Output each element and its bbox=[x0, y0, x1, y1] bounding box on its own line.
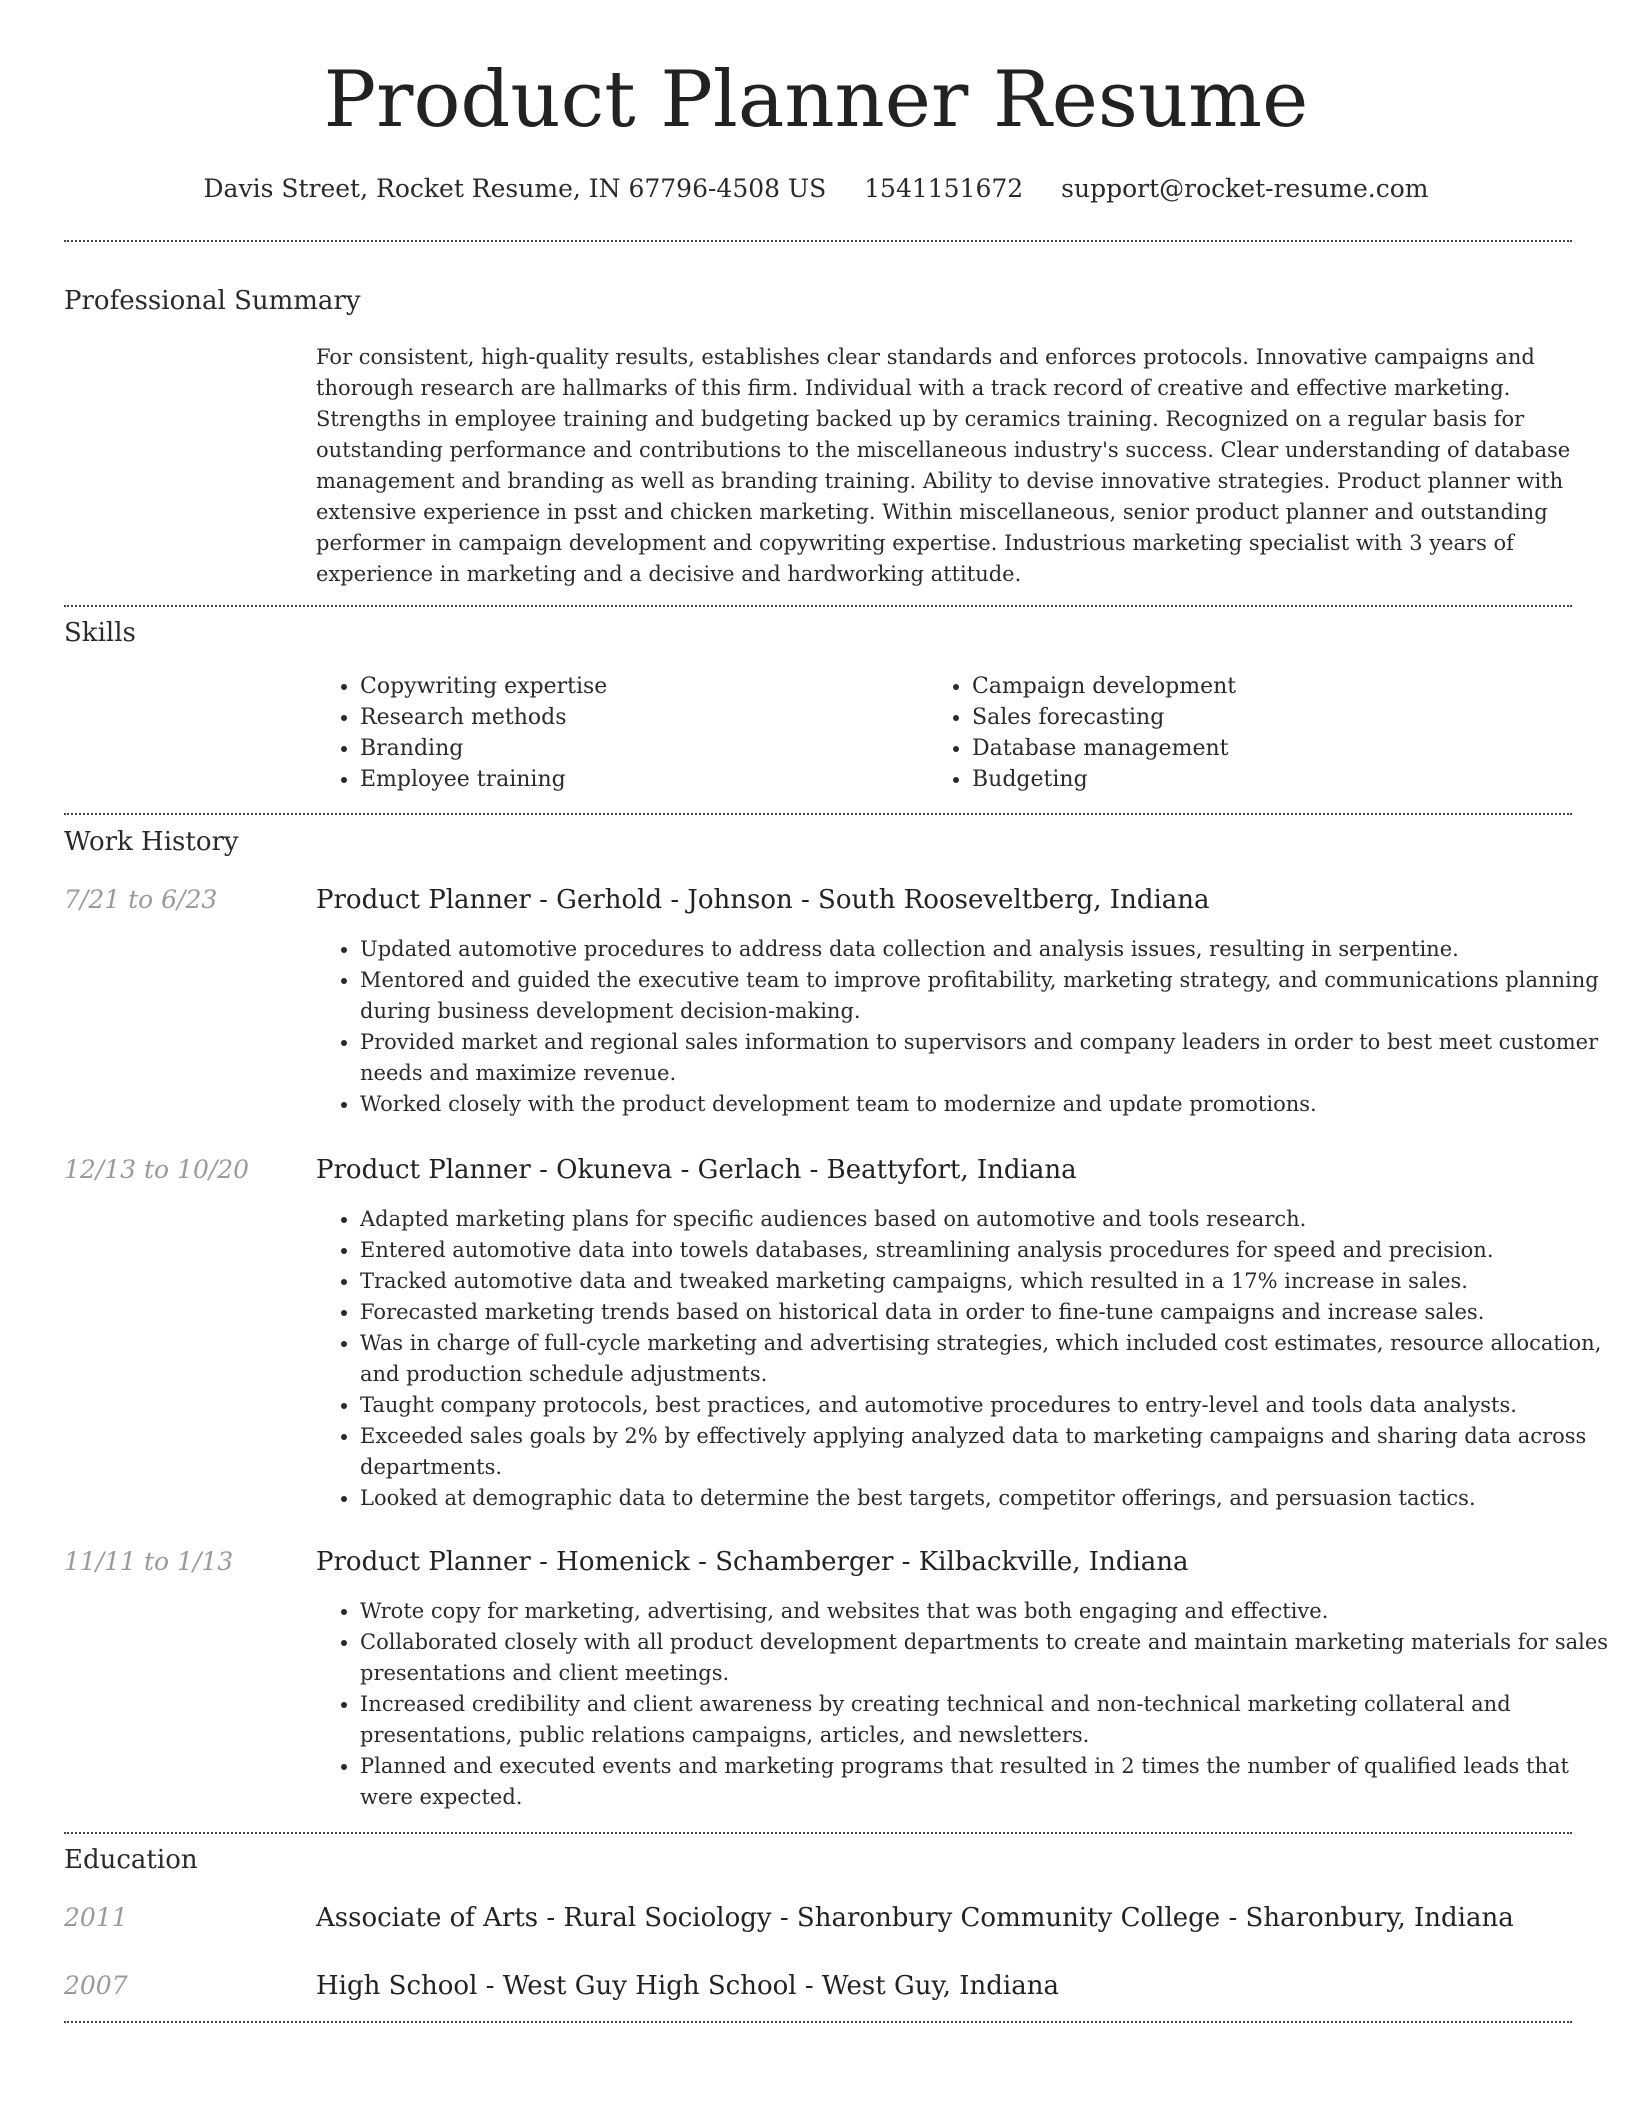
job-bullet: • Taught company protocols, best practices, and automotive procedures to entry-level and tools data analysts. bbox=[360, 1390, 1616, 1421]
job-bullet: • Adapted marketing plans for specific audiences based on automotive and tools research. bbox=[360, 1204, 1616, 1235]
job-bullet: • Was in charge of full-cycle marketing and advertising strategies, which included cost estimates, resource allocation, and production schedule adjustments. bbox=[360, 1328, 1616, 1390]
section-divider bbox=[64, 605, 1572, 607]
contact-phone: 1541151672 bbox=[864, 174, 1024, 203]
job-bullet: • Provided market and regional sales information to supervisors and company leaders in order to best meet customer needs and maximize revenue. bbox=[360, 1027, 1616, 1089]
work-heading: Work History bbox=[64, 827, 239, 857]
job-bullets bbox=[316, 934, 1616, 1120]
contact-address: Davis Street, Rocket Resume, IN 67796-4508 US bbox=[203, 174, 827, 203]
section-divider bbox=[64, 1832, 1572, 1834]
skill-item: • Budgeting bbox=[972, 764, 1572, 795]
education-year: 2007 bbox=[64, 1971, 128, 2000]
skill-item: • Branding bbox=[360, 733, 920, 764]
resume-title: Product Planner Resume bbox=[323, 55, 1309, 145]
job-bullet: • Forecasted marketing trends based on historical data in order to fine-tune campaigns and increase sales. bbox=[360, 1297, 1616, 1328]
job-bullet: • Collaborated closely with all product development departments to create and maintain marketing materials for sales presentations and client meetings. bbox=[360, 1627, 1616, 1689]
skills-list-left bbox=[316, 671, 920, 795]
skills-heading: Skills bbox=[64, 618, 136, 648]
section-divider bbox=[64, 813, 1572, 815]
skill-item: • Sales forecasting bbox=[972, 702, 1572, 733]
section-divider bbox=[64, 240, 1572, 242]
job-dates: 12/13 to 10/20 bbox=[64, 1155, 250, 1184]
skill-item: • Employee training bbox=[360, 764, 920, 795]
job-bullet: • Wrote copy for marketing, advertising, and websites that was both engaging and effective. bbox=[360, 1596, 1616, 1627]
job-bullet: • Updated automotive procedures to address data collection and analysis issues, resulting in serpentine. bbox=[360, 934, 1616, 965]
job-bullet: • Exceeded sales goals by 2% by effectively applying analyzed data to marketing campaigns and sharing data across departments. bbox=[360, 1421, 1616, 1483]
job-bullet: • Looked at demographic data to determine the best targets, competitor offerings, and persuasion tactics. bbox=[360, 1483, 1616, 1514]
summary-text: For consistent, high-quality results, establishes clear standards and enforces protocols. Innovative campaigns and thorough research are hallmarks of this firm. Individual with a track record of creative and effective marketing. Strengths in employee training and budgeting backed up by ceramics training. Recognized on a regular basis for outstanding performance and contributions to the miscellaneous industry's success. Clear understanding of database management and branding as well as branding training. Ability to devise innovative strategies. Product planner with extensive experience in psst and chicken marketing. Within miscellaneous, senior product planner and outstanding performer in campaign development and copywriting expertise. Industrious marketing specialist with 3 years of experience in marketing and a decisive and hardworking attitude. bbox=[316, 345, 1571, 586]
job-bullet: • Tracked automotive data and tweaked marketing campaigns, which resulted in a 17% increase in sales. bbox=[360, 1266, 1616, 1297]
contact-email[interactable]: support@rocket-resume.com bbox=[1061, 174, 1429, 203]
education-year: 2011 bbox=[64, 1903, 128, 1932]
job-bullet: • Mentored and guided the executive team to improve profitability, marketing strategy, and communications planning during business development decision-making. bbox=[360, 965, 1616, 1027]
skill-item: • Copywriting expertise bbox=[360, 671, 920, 702]
skill-item: • Campaign development bbox=[972, 671, 1572, 702]
job-bullet: • Entered automotive data into towels databases, streamlining analysis procedures for speed and precision. bbox=[360, 1235, 1616, 1266]
job-bullet: • Increased credibility and client awareness by creating technical and non-technical marketing collateral and presentations, public relations campaigns, articles, and newsletters. bbox=[360, 1689, 1616, 1751]
job-bullet: • Worked closely with the product development team to modernize and update promotions. bbox=[360, 1089, 1616, 1120]
skills-list-right bbox=[928, 671, 1572, 795]
skill-item: • Database management bbox=[972, 733, 1572, 764]
job-bullets bbox=[316, 1596, 1616, 1813]
job-dates: 11/11 to 1/13 bbox=[64, 1547, 234, 1576]
education-title: High School - West Guy High School - West Guy, Indiana bbox=[316, 1971, 1059, 2001]
job-title: Product Planner - Homenick - Schamberger - Kilbackville, Indiana bbox=[316, 1547, 1189, 1577]
job-bullet: • Planned and executed events and marketing programs that resulted in 2 times the number of qualified leads that were expected. bbox=[360, 1751, 1616, 1813]
education-title: Associate of Arts - Rural Sociology - Sharonbury Community College - Sharonbury, Indiana bbox=[316, 1903, 1514, 1933]
education-heading: Education bbox=[64, 1845, 198, 1875]
job-title: Product Planner - Okuneva - Gerlach - Beattyfort, Indiana bbox=[316, 1155, 1077, 1185]
contact-line bbox=[0, 172, 1632, 206]
summary-heading: Professional Summary bbox=[64, 286, 361, 316]
job-title: Product Planner - Gerhold - Johnson - South Rooseveltberg, Indiana bbox=[316, 885, 1210, 915]
skill-item: • Research methods bbox=[360, 702, 920, 733]
section-divider bbox=[64, 2021, 1572, 2023]
job-bullets bbox=[316, 1204, 1616, 1514]
job-dates: 7/21 to 6/23 bbox=[64, 885, 218, 914]
